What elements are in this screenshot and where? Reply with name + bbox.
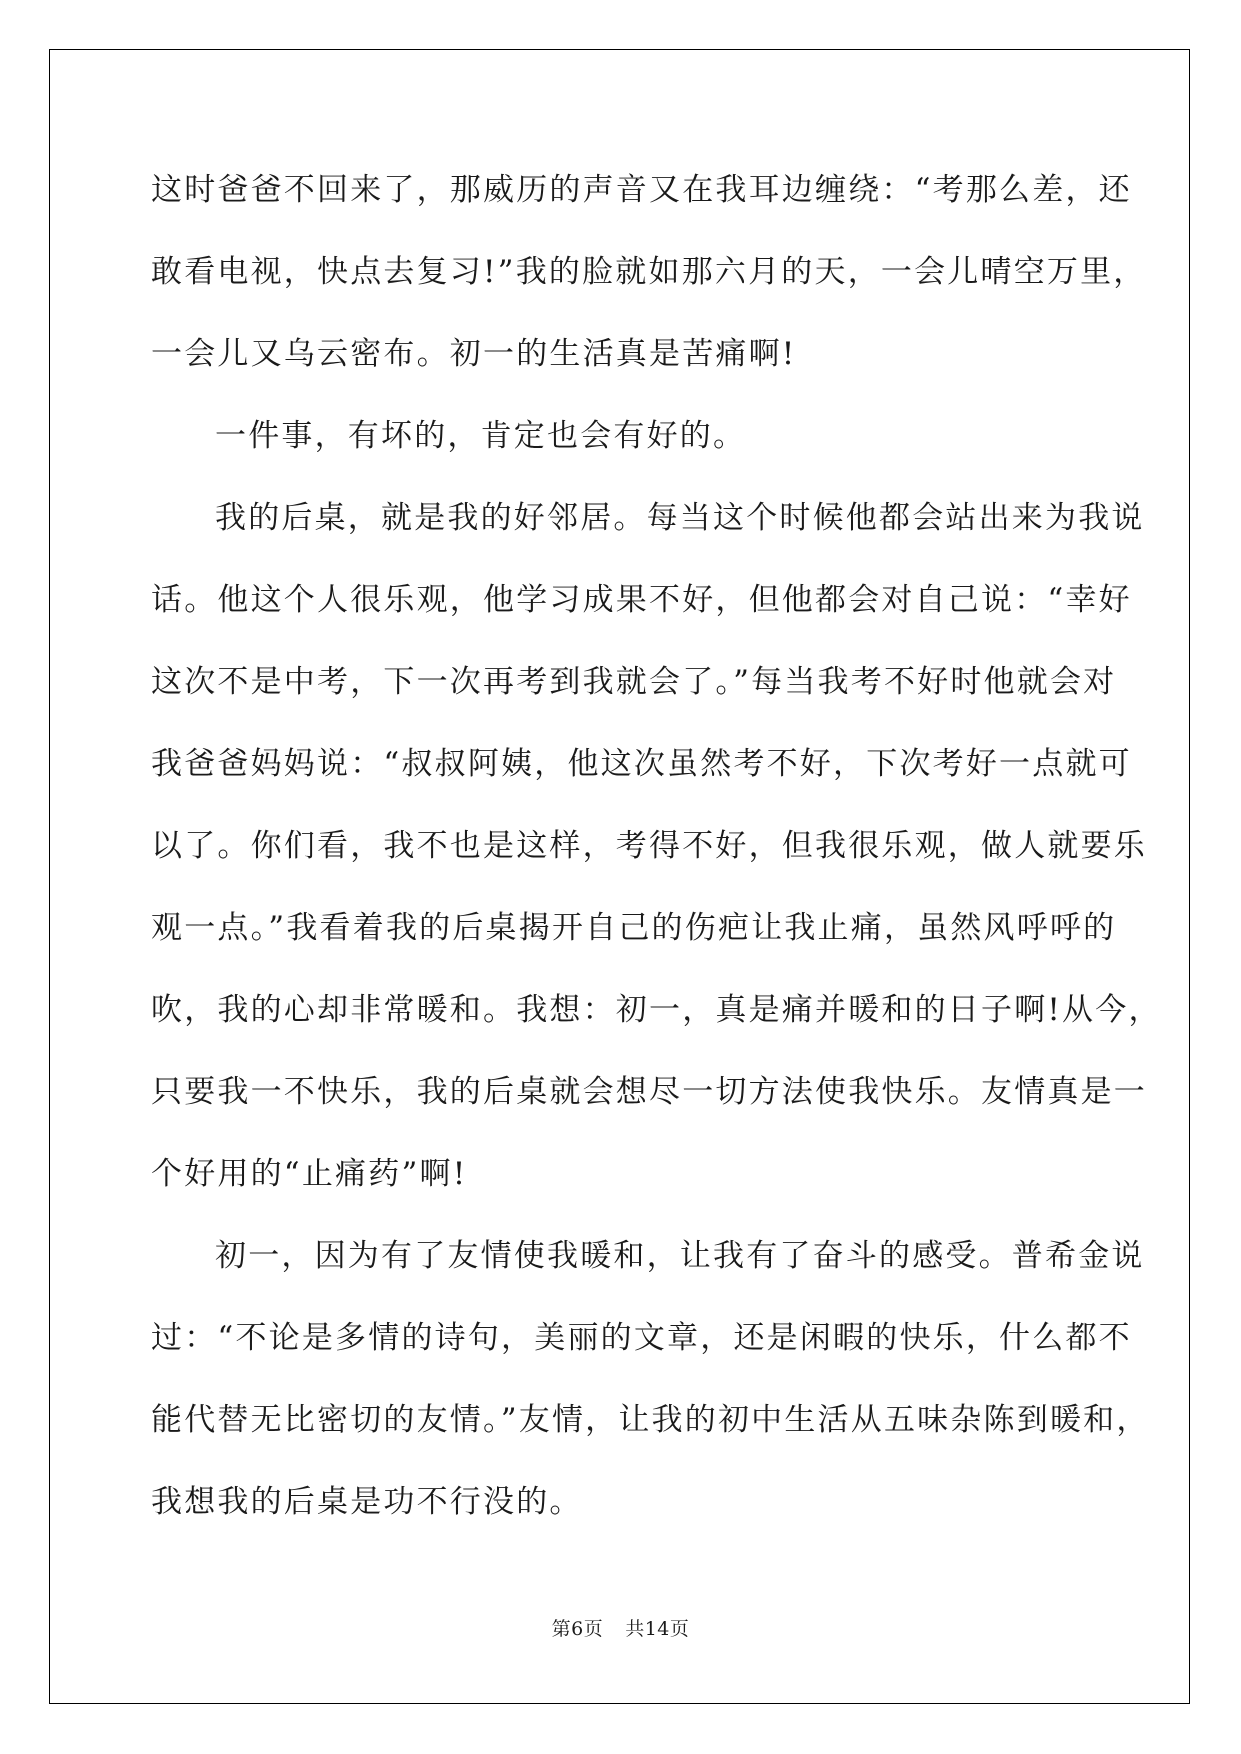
page-footer <box>0 1614 1241 1641</box>
text-line: 这时爸爸不回来了，那威历的声音又在我耳边缠绕：“考那么差，还 <box>151 172 1132 208</box>
text-line: 观一点。”我看着我的后桌揭开自己的伤疤让我止痛，虽然风呼呼的 <box>151 910 1117 946</box>
text-line: 一会儿又乌云密布。初一的生活真是苦痛啊! <box>151 336 797 372</box>
paragraph-start-line: 一件事，有坏的，肯定也会有好的。 <box>215 418 747 454</box>
text-line: 吹，我的心却非常暖和。我想：初一，真是痛并暖和的日子啊!从今， <box>151 992 1162 1028</box>
paragraph-start-line: 我的后桌，就是我的好邻居。每当这个时候他都会站出来为我说 <box>215 500 1145 536</box>
page-number-current: 第6页 <box>551 1618 604 1640</box>
text-line: 以了。你们看，我不也是这样，考得不好，但我很乐观，做人就要乐 <box>151 828 1147 864</box>
text-line: 我想我的后桌是功不行没的。 <box>151 1484 583 1520</box>
text-line: 话。他这个人很乐观，他学习成果不好，但他都会对自己说：“幸好 <box>151 582 1132 618</box>
text-line: 个好用的“止痛药”啊! <box>151 1156 468 1192</box>
paragraph-start-line: 初一，因为有了友情使我暖和，让我有了奋斗的感受。普希金说 <box>215 1238 1145 1274</box>
text-line: 这次不是中考，下一次再考到我就会了。”每当我考不好时他就会对 <box>151 664 1117 700</box>
text-line: 能代替无比密切的友情。”友情，让我的初中生活从五味杂陈到暖和， <box>151 1402 1150 1438</box>
page-number-total: 共14页 <box>625 1618 690 1640</box>
text-line: 我爸爸妈妈说：“叔叔阿姨，他这次虽然考不好，下次考好一点就可 <box>151 746 1132 782</box>
text-line: 只要我一不快乐，我的后桌就会想尽一切方法使我快乐。友情真是一 <box>151 1074 1147 1110</box>
text-line: 过：“不论是多情的诗句，美丽的文章，还是闲暇的快乐，什么都不 <box>151 1320 1132 1356</box>
text-line: 敢看电视，快点去复习!”我的脸就如那六月的天，一会儿晴空万里， <box>151 254 1147 290</box>
document-body <box>151 164 1162 1558</box>
